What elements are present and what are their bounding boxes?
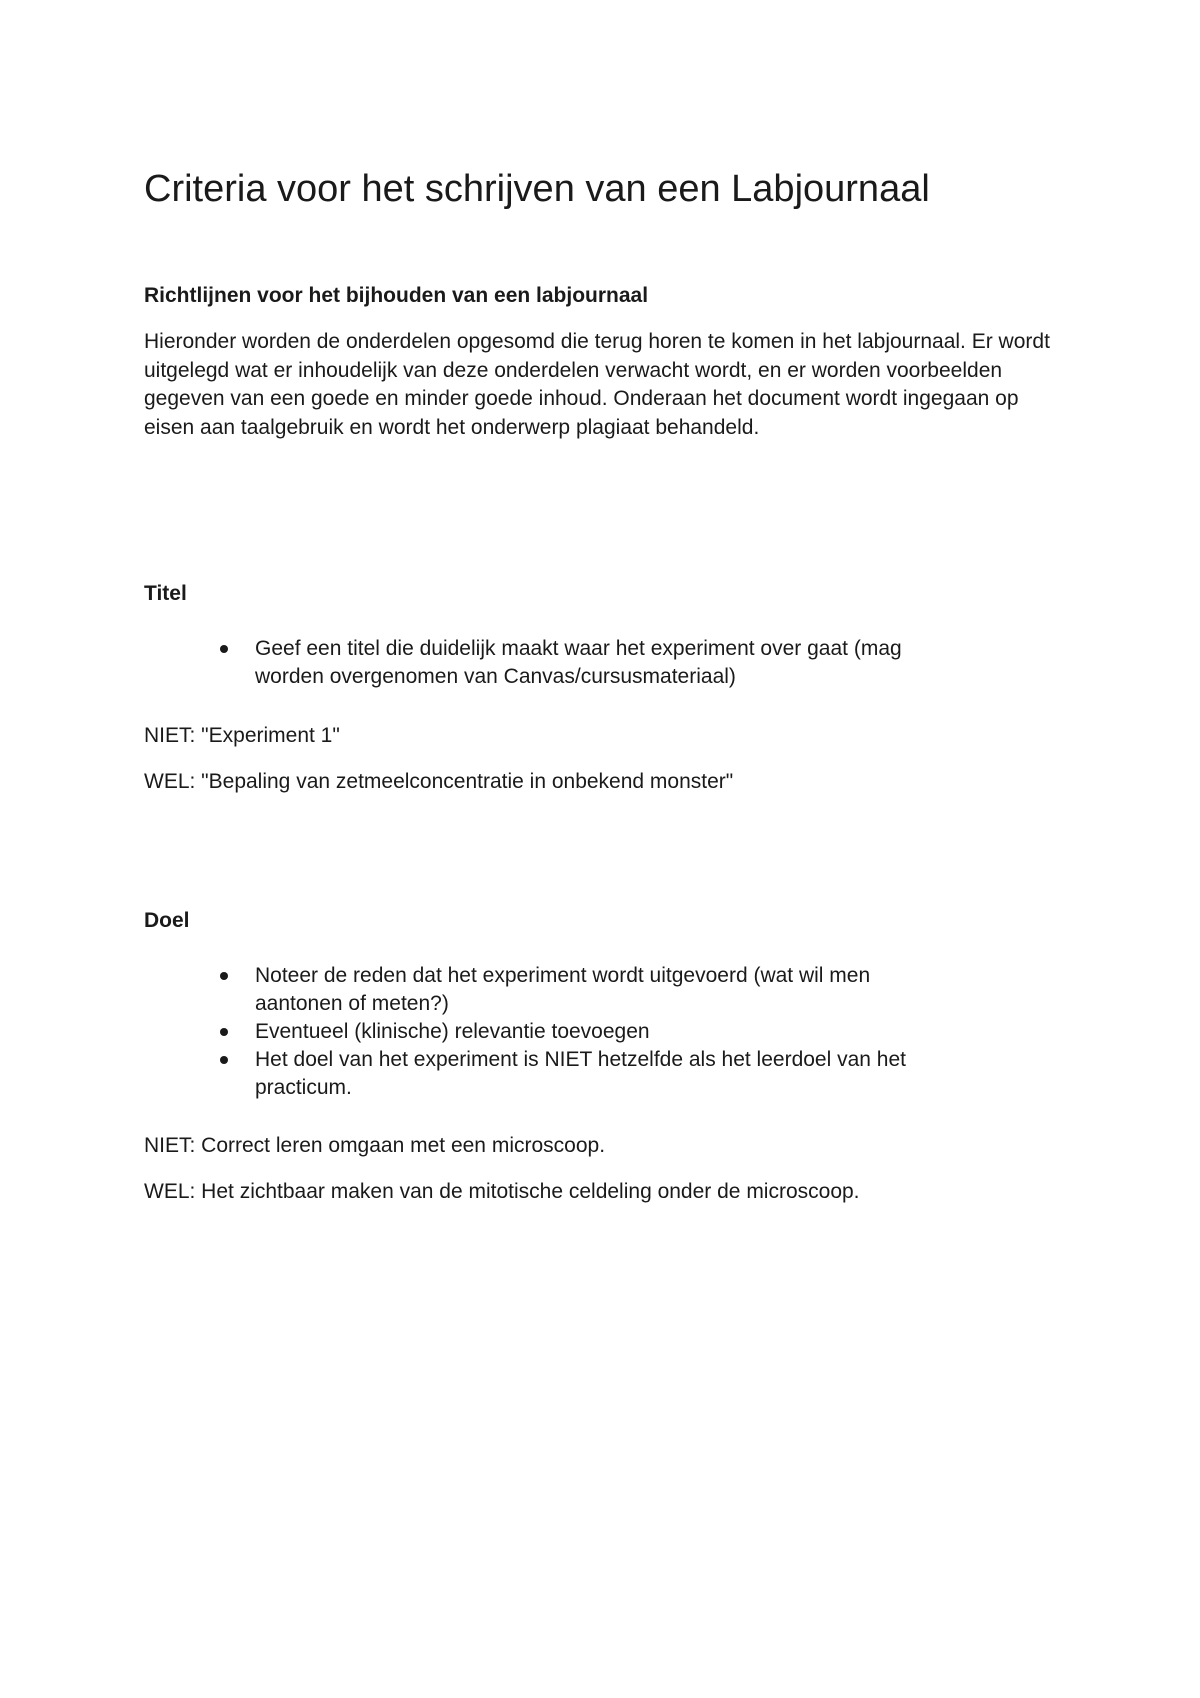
doel-bullet-list	[144, 962, 1064, 1102]
bullet-text: Het doel van het experiment is NIET hetzelfde als het leerdoel van het practicum.	[255, 1048, 906, 1099]
doel-wel-example: WEL: Het zichtbaar maken van de mitotische celdeling onder de microscoop.	[144, 1180, 860, 1203]
document-title: Criteria voor het schrijven van een Labjournaal	[144, 168, 930, 210]
list-item	[144, 1018, 955, 1046]
titel-wel-example: WEL: "Bepaling van zetmeelconcentratie in onbekend monster"	[144, 770, 734, 793]
list-item	[144, 1046, 955, 1102]
bullet-text: Geef een titel die duidelijk maakt waar het experiment over gaat (mag worden overgenomen van Canvas/cursusmateriaal)	[255, 637, 902, 688]
intro-heading: Richtlijnen voor het bijhouden van een labjournaal	[144, 284, 649, 307]
titel-bullet-list	[144, 635, 1064, 691]
bullet-icon	[220, 972, 228, 980]
doel-niet-example: NIET: Correct leren omgaan met een microscoop.	[144, 1134, 606, 1157]
section-heading-doel: Doel	[144, 909, 190, 932]
list-item	[144, 635, 955, 691]
list-item	[144, 962, 955, 1018]
bullet-text: Noteer de reden dat het experiment wordt uitgevoerd (wat wil men aantonen of meten?)	[255, 964, 871, 1015]
bullet-text: Eventueel (klinische) relevantie toevoegen	[255, 1020, 650, 1043]
bullet-icon	[220, 645, 228, 653]
bullet-icon	[220, 1056, 228, 1064]
section-heading-titel: Titel	[144, 582, 187, 605]
bullet-icon	[220, 1028, 228, 1036]
intro-paragraph: Hieronder worden de onderdelen opgesomd die terug horen te komen in het labjournaal. Er wordt uitgelegd wat er inhoudelijk van deze onderdelen verwacht wordt, en er worden voorbeelden gegeven van een goede en minder goede inhoud. Onderaan het document wordt ingegaan op eisen aan taalgebruik en wordt het onderwerp plagiaat behandeld.	[144, 330, 1050, 439]
titel-niet-example: NIET: "Experiment 1"	[144, 724, 340, 747]
